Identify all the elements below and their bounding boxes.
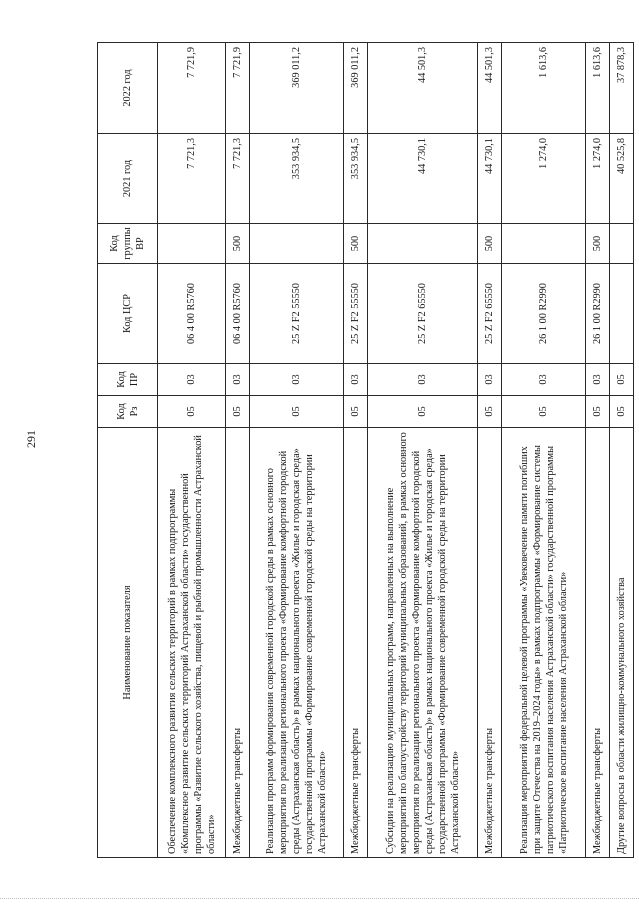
cell-2021: 353 934,5 — [344, 134, 368, 224]
cell-csr: 06 4 00 R5760 — [158, 264, 226, 364]
cell-csr: 26 1 00 R2990 — [586, 264, 610, 364]
table-row — [158, 43, 226, 858]
cell-name: Межбюджетные трансферты — [344, 428, 368, 858]
header-name: Наименование показателя — [98, 428, 158, 858]
header-pr: Код ПР — [98, 364, 158, 396]
table-row — [502, 43, 586, 858]
header-2022: 2022 год — [98, 43, 158, 134]
header-vr: Код группы ВР — [98, 224, 158, 264]
cell-pr: 03 — [586, 364, 610, 396]
cell-vr — [502, 224, 586, 264]
cell-vr: 500 — [586, 224, 610, 264]
cell-rz: 05 — [478, 396, 502, 428]
cell-rz: 05 — [344, 396, 368, 428]
cell-pr: 03 — [226, 364, 250, 396]
cell-vr — [368, 224, 478, 264]
scan-edge-divider — [0, 898, 639, 899]
cell-2022: 7 721,9 — [226, 43, 250, 134]
table-row — [344, 43, 368, 858]
table-header-row — [98, 43, 158, 858]
cell-rz: 05 — [610, 396, 634, 428]
cell-name: Межбюджетные трансферты — [478, 428, 502, 858]
header-csr: Код ЦСР — [98, 264, 158, 364]
cell-rz: 05 — [250, 396, 344, 428]
cell-2022: 7 721,9 — [158, 43, 226, 134]
budget-table — [97, 42, 634, 858]
cell-2022: 369 011,2 — [250, 43, 344, 134]
cell-pr: 03 — [502, 364, 586, 396]
cell-2022: 37 878,3 — [610, 43, 634, 134]
cell-2022: 1 613,6 — [586, 43, 610, 134]
cell-name: Межбюджетные трансферты — [586, 428, 610, 858]
header-2021: 2021 год — [98, 134, 158, 224]
table-row — [610, 43, 634, 858]
cell-2021: 1 274,0 — [586, 134, 610, 224]
table-row — [250, 43, 344, 858]
cell-vr — [158, 224, 226, 264]
cell-2022: 44 501,3 — [368, 43, 478, 134]
table-row — [368, 43, 478, 858]
cell-pr: 03 — [250, 364, 344, 396]
cell-rz: 05 — [158, 396, 226, 428]
cell-2021: 44 730,1 — [368, 134, 478, 224]
cell-rz: 05 — [502, 396, 586, 428]
cell-csr: 25 Z F2 65550 — [478, 264, 502, 364]
cell-2021: 7 721,3 — [226, 134, 250, 224]
cell-name: Межбюджетные трансферты — [226, 428, 250, 858]
cell-2021: 1 274,0 — [502, 134, 586, 224]
cell-pr: 03 — [344, 364, 368, 396]
cell-rz: 05 — [586, 396, 610, 428]
cell-2021: 7 721,3 — [158, 134, 226, 224]
cell-2021: 40 525,8 — [610, 134, 634, 224]
cell-vr: 500 — [478, 224, 502, 264]
cell-rz: 05 — [226, 396, 250, 428]
table-row — [226, 43, 250, 858]
cell-csr: 06 4 00 R5760 — [226, 264, 250, 364]
cell-csr: 26 1 00 R2990 — [502, 264, 586, 364]
cell-2022: 369 011,2 — [344, 43, 368, 134]
cell-pr: 03 — [478, 364, 502, 396]
cell-name: Реализация программ формирования современной городской среды в рамках основного мероприятия по реализации регионального проекта «Формирование комфортной городской среды (Астраханская область)» в рамках национального проекта «Жилье и городская среда» государственной программы «Формирование современной городской среды на территории Астраханской области» — [250, 428, 344, 858]
table-row — [478, 43, 502, 858]
cell-vr: 500 — [226, 224, 250, 264]
cell-csr: 25 Z F2 65550 — [368, 264, 478, 364]
cell-2022: 44 501,3 — [478, 43, 502, 134]
cell-csr: 25 Z F2 55550 — [344, 264, 368, 364]
page-number: 291 — [24, 430, 38, 448]
cell-vr — [250, 224, 344, 264]
header-rz: Код Рз — [98, 396, 158, 428]
cell-2021: 353 934,5 — [250, 134, 344, 224]
cell-name: Реализация мероприятий федеральной целевой программы «Увековечение памяти погибших при защите Отечества на 2019–2024 годы» в рамках подпрограммы «Формирование системы патриотического воспитания населения Астраханской области» государственной программы «Патриотическое воспитание населения Астраханской области» — [502, 428, 586, 858]
cell-vr — [610, 224, 634, 264]
cell-name: Обеспечение комплексного развития сельских территорий в рамках подпрограммы «Комплексное развитие сельских территорий Астраханской области» государственной программы «Развитие сельского хозяйства, пищевой и рыбной промышленности Астраханской области» — [158, 428, 226, 858]
cell-pr: 03 — [158, 364, 226, 396]
cell-pr: 05 — [610, 364, 634, 396]
cell-2021: 44 730,1 — [478, 134, 502, 224]
cell-pr: 03 — [368, 364, 478, 396]
cell-name: Другие вопросы в области жилищно-коммунального хозяйства — [610, 428, 634, 858]
cell-name: Субсидии на реализацию муниципальных программ, направленных на выполнение мероприятий по благоустройству территорий муниципальных образований, в рамках основного мероприятия по реализации регионального проекта «Формирование комфортной городской среды (Астраханская область)» в рамках национального проекта «Жилье и городская среда» государственной программы «Формирование современной городской среды на территории Астраханской области» — [368, 428, 478, 858]
cell-rz: 05 — [368, 396, 478, 428]
cell-2022: 1 613,6 — [502, 43, 586, 134]
cell-vr: 500 — [344, 224, 368, 264]
cell-csr: 25 Z F2 55550 — [250, 264, 344, 364]
cell-csr — [610, 264, 634, 364]
table-row — [586, 43, 610, 858]
rotated-table-wrapper — [97, 43, 634, 858]
